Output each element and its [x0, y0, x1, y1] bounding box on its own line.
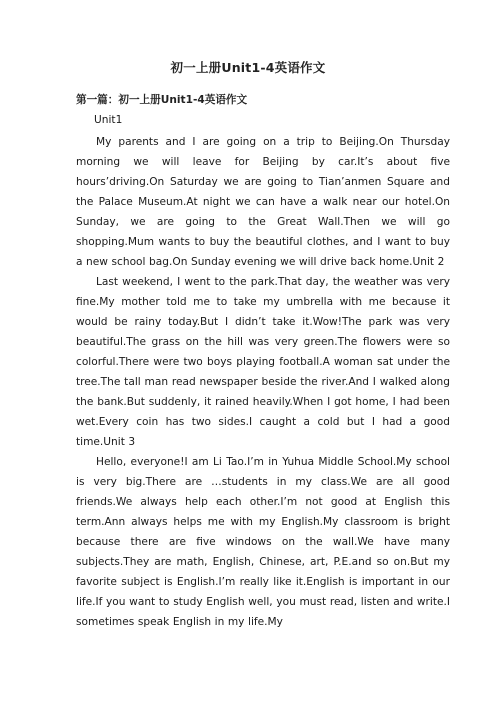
unit-1-label: Unit1 [94, 114, 123, 126]
section-heading: 第一篇：初一上册Unit1-4英语作文 [76, 94, 248, 106]
paragraph-unit2: Last weekend, I went to the park.That day, the weather was very fine.My mother told me to take my umbrella with me because it would be rainy today.But I didn’t take it.Wow!The park was very beautiful.The grass on the hill was very green.The flowers were so colorful.There were two boys playing football.A woman sat under the tree.The tall man read newspaper beside the river.And I walked along the bank.But suddenly, it rained heavily.When I got home, I had been wet.Every coin has two sides.I caught a cold but I had a good time.Unit 3 [76, 276, 450, 448]
paragraph-unit3: Hello, everyone!I am Li Tao.I’m in Yuhua Middle School.My school is very big.There are …students in my class.We are all good friends.We always help each other.I’m not good at English this term.Ann always helps me with my English.My classroom is bright because there are five windows on the wall.We have many subjects.They are math, English, Chinese, art, P.E.and so on.But my favorite subject is English.I’m really like it.English is important in our life.If you want to study English well, you must read, listen and write.I sometimes speak English in my life.My [76, 456, 450, 628]
document-title: 初一上册Unit1-4英语作文 [170, 60, 326, 75]
paragraph-unit1: My parents and I are going on a trip to Beijing.On Thursday morning we will leave for Beijing by car.It’s about five hours’driving.On Saturday we are going to Tian’anmen Square and the Palace Museum.At night we can have a walk near our hotel.On Sunday, we are going to the Great Wall.Then we will go shopping.Mum wants to buy the beautiful clothes, and I want to buy a new school bag.On Sunday evening we will drive back home.Unit 2 [76, 136, 450, 268]
